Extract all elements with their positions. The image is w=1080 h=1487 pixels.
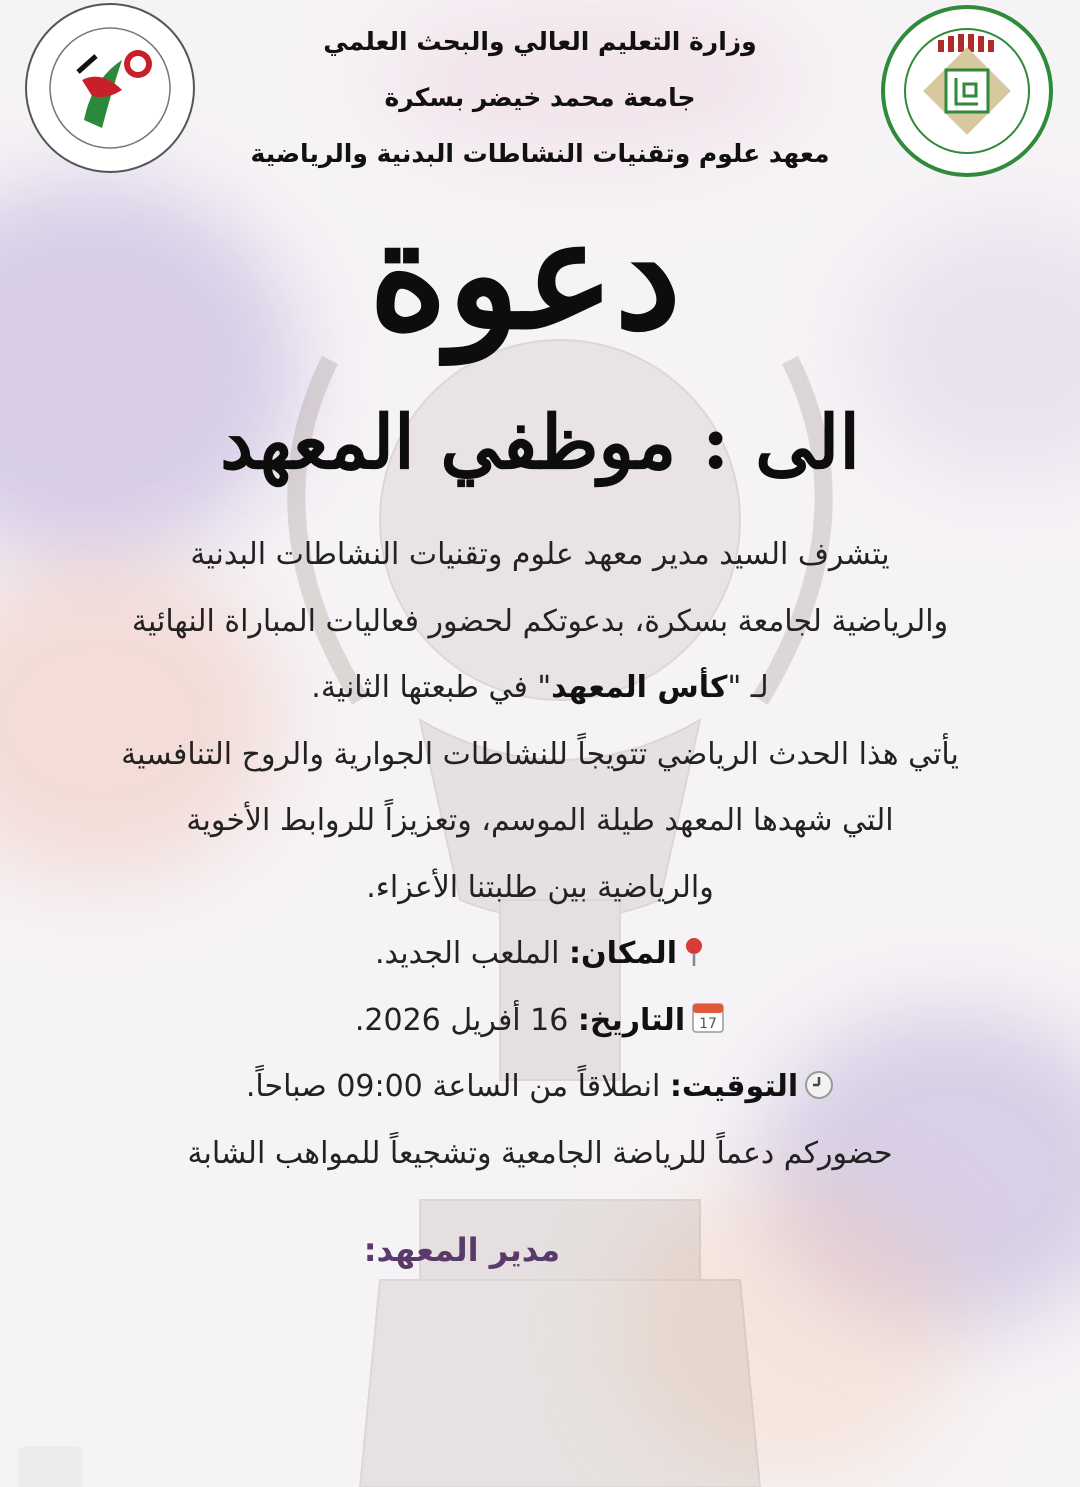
page-thumbnail[interactable] <box>18 1446 83 1487</box>
body-line: يتشرف السيد مدير معهد علوم وتقنيات النشاطات البدنية <box>190 537 890 572</box>
body-line <box>40 655 1040 722</box>
background-wash <box>620 1180 960 1480</box>
body-line: التي شهدها المعهد طيلة الموسم، وتعزيزاً للروابط الأخوية <box>186 803 894 838</box>
body-text: " في طبعتها الثانية. <box>311 670 552 705</box>
time-label: التوقيت: <box>669 1069 799 1104</box>
university-logo <box>880 4 1054 178</box>
body-line: والرياضية بين طلبتنا الأعزاء. <box>366 869 714 905</box>
clock-icon <box>804 1070 834 1100</box>
institute-name: معهد علوم وتقنيات النشاطات البدنية والرياضية <box>250 139 830 168</box>
date-detail <box>40 988 1040 1055</box>
date-value: 16 أفريل 2026. <box>354 1002 578 1038</box>
closing-line: حضوركم دعماً للرياضة الجامعية وتشجيعاً للمواهب الشابة <box>187 1135 893 1171</box>
time-detail <box>40 1054 1040 1121</box>
place-detail <box>40 921 1040 988</box>
round-pushpin-icon <box>683 937 705 967</box>
invitation-body <box>40 522 1040 1187</box>
recipients-title: الى : موظفي المعهد <box>220 400 860 486</box>
place-label: المكان: <box>569 936 677 971</box>
calendar-day: 17 <box>699 1015 718 1032</box>
header <box>210 14 870 182</box>
body-line: والرياضية لجامعة بسكرة، بدعوتكم لحضور فعاليات المباراة النهائية <box>131 603 949 639</box>
calendar-icon <box>691 1000 725 1034</box>
background-wash <box>0 180 300 560</box>
background-wash <box>860 220 1080 480</box>
ministry-name: وزارة التعليم العالي والبحث العلمي <box>323 27 757 56</box>
istaps-logo <box>22 0 198 176</box>
date-label: التاريخ: <box>577 1002 686 1038</box>
cup-name: كأس المعهد <box>551 670 728 705</box>
body-text: لـ " <box>727 670 769 705</box>
place-value: الملعب الجديد. <box>375 936 569 971</box>
director-signature-label: مدير المعهد: <box>363 1231 560 1269</box>
university-name: جامعة محمد خيضر بسكرة <box>384 83 696 112</box>
body-line: يأتي هذا الحدث الرياضي تتويجاً للنشاطات الجوارية والروح التنافسية <box>121 736 959 772</box>
invitation-title: دعوة <box>368 187 682 363</box>
time-value: انطلاقاً من الساعة 09:00 صباحاً. <box>245 1069 670 1104</box>
